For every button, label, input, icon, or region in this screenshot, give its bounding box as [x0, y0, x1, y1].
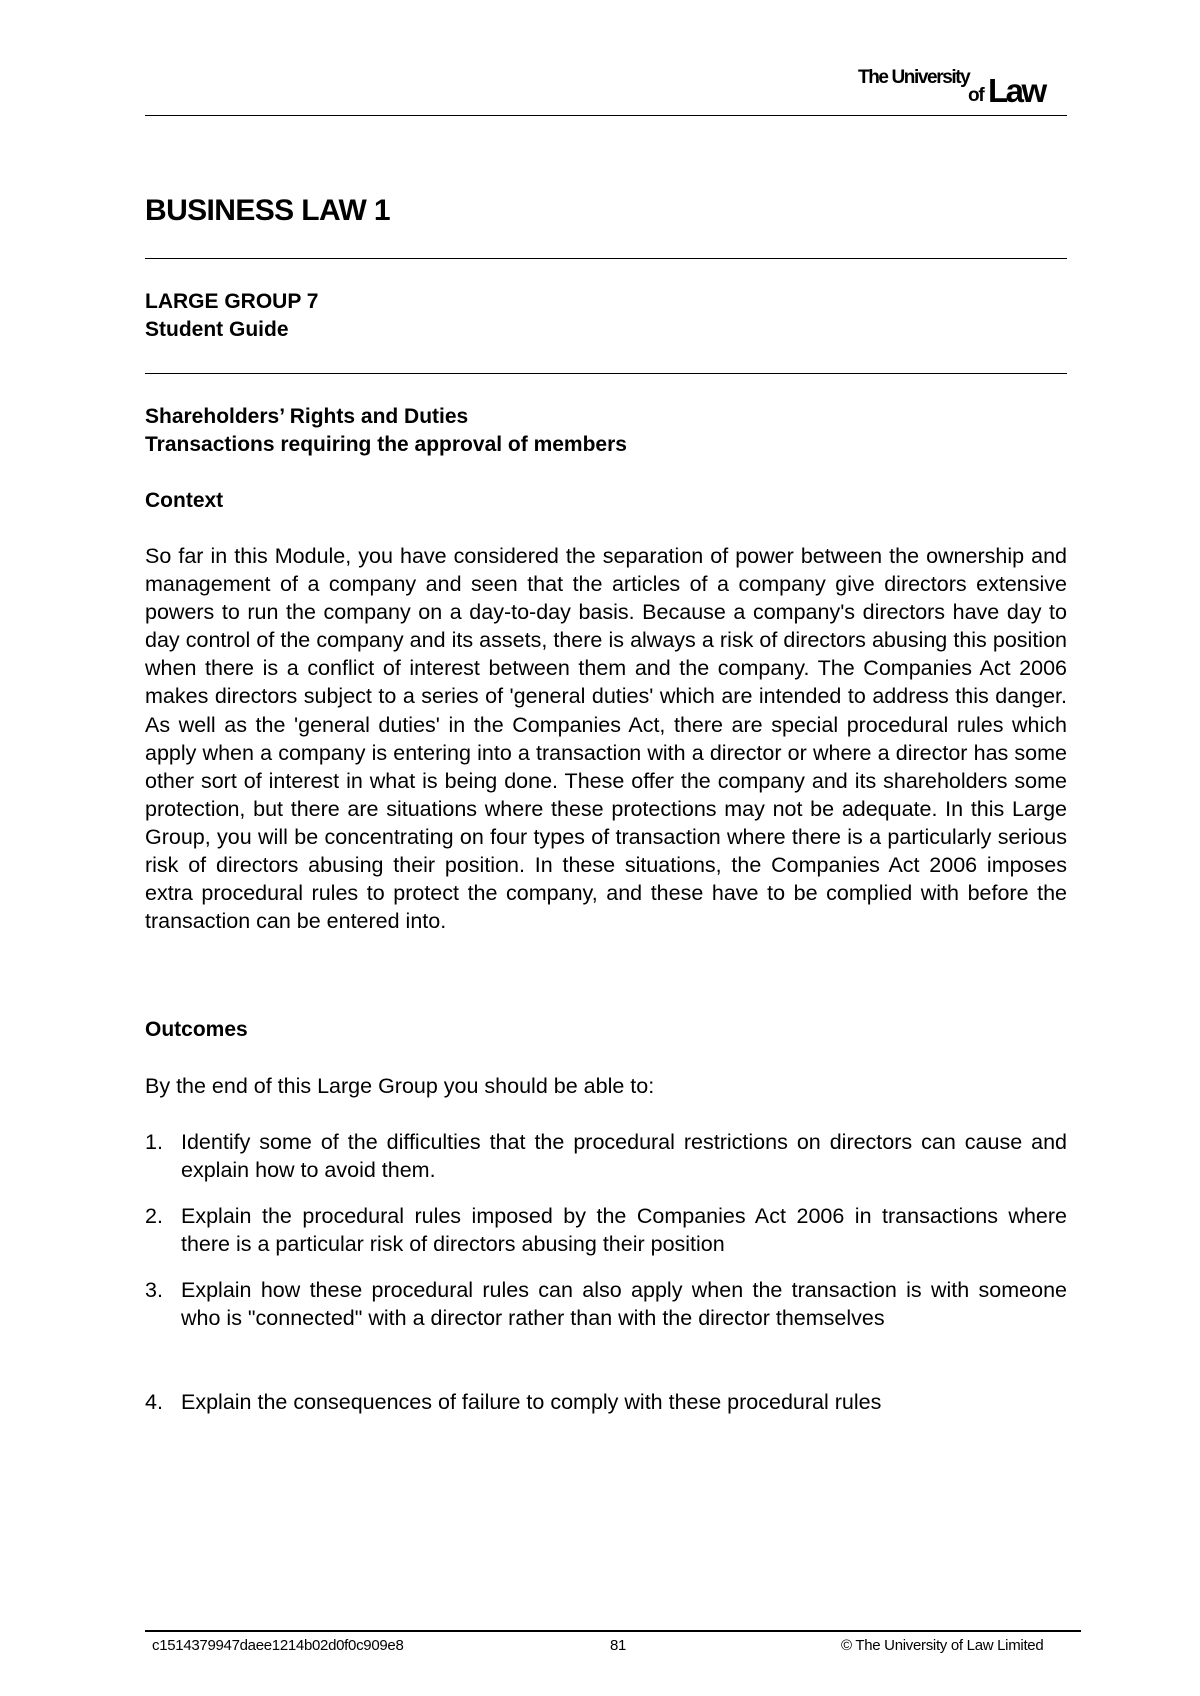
copyright-notice: © The University of Law Limited — [841, 1637, 1044, 1654]
session-divider — [145, 373, 1067, 374]
page-title: BUSINESS LAW 1 — [145, 194, 390, 227]
session-label: LARGE GROUP 7 — [145, 290, 319, 313]
outcomes-intro: By the end of this Large Group you should be able to: — [145, 1074, 655, 1098]
university-logo — [852, 62, 1068, 112]
outcome-number: 3. — [145, 1278, 163, 1302]
topic-heading: Shareholders’ Rights and Duties — [145, 405, 469, 428]
outcome-number: 4. — [145, 1390, 163, 1414]
outcome-text: Explain the consequences of failure to comply with these procedural rules — [181, 1390, 882, 1414]
outcomes-heading: Outcomes — [145, 1018, 248, 1041]
outcome-text: Explain the procedural rules imposed by the Companies Act 2006 in transactions where there is a particular risk of directors abusing their position — [181, 1204, 1067, 1256]
outcome-number: 1. — [145, 1130, 163, 1154]
outcome-item-4 — [145, 1388, 1067, 1416]
outcome-text: Identify some of the difficulties that the procedural restrictions on directors can cause and explain how to avoid them. — [181, 1130, 1067, 1182]
page-number: 81 — [610, 1637, 627, 1654]
context-heading: Context — [145, 489, 224, 512]
logo-line-2: of — [968, 85, 984, 106]
guide-label: Student Guide — [145, 318, 289, 341]
logo-line-3: Law — [988, 72, 1045, 109]
title-divider — [145, 258, 1067, 259]
footer-divider — [145, 1630, 1081, 1632]
outcome-item-3 — [145, 1276, 1067, 1332]
outcome-text: Explain how these procedural rules can also apply when the transaction is with someone who is "connected" with a director rather than with the director themselves — [181, 1278, 1067, 1330]
outcome-item-2 — [145, 1202, 1067, 1258]
outcome-number: 2. — [145, 1204, 163, 1228]
context-paragraph: So far in this Module, you have considered the separation of power between the ownership and management of a company and seen that the articles of a company give directors extensive powers to run the company on a day-to-day basis. Because a company's directors have day to day control of the company and its assets, there is always a risk of directors abusing this position when there is a conflict of interest between them and the company. The Companies Act 2006 makes directors subject to a series of 'general duties' which are intended to address this danger. As well as the 'general duties' in the Companies Act, there are special procedural rules which apply when a company is entering into a transaction with a director or where a director has some other sort of interest in what is being done. These offer the company and its shareholders some protection, but there are situations where these protections may not be adequate. In this Large Group, you will be concentrating on four types of transaction where there is a particularly serious risk of directors abusing their position. In these situations, the Companies Act 2006 imposes extra procedural rules to protect the company, and these have to be complied with before the transaction can be entered into. — [145, 544, 1067, 934]
logo-line-1: The University — [858, 67, 970, 88]
header-divider — [145, 115, 1067, 116]
topic-subheading: Transactions requiring the approval of members — [145, 433, 627, 456]
outcome-item-1 — [145, 1128, 1067, 1184]
document-code: c1514379947daee1214b02d0f0c909e8 — [152, 1637, 404, 1654]
